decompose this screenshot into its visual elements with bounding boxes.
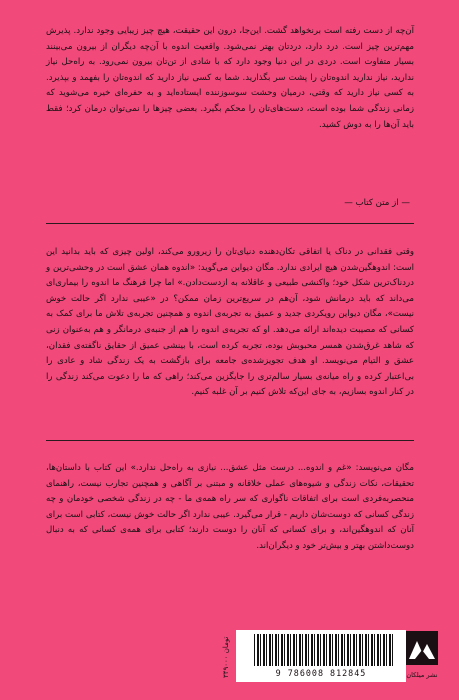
publisher-logo — [406, 631, 438, 685]
divider-line — [46, 440, 414, 441]
excerpt-paragraph: آن‌چه از دست رفته است برنخواهد گشت. این‌جا، درون این حقیقت، هیچ چیز زیبایی وجود ندارد. پذیرش مهم‌ترین چیز است. درد دارد، دردتان بهتر نمی‌شود. واقعیت اندوه با آن‌چه دیگران از بیرون می‌بینند بسیار متفاوت است. دردی در این دنیا وجود دارد که با شادی از تن‌تان بیرون نمی‌رود. به راه‌حل نیاز ندارید، نیاز ندارید اندوه‌تان را پشت سر بگذارید. شما به کسی نیاز دارید که اندوه‌تان را بفهمد و بپذیرد. به کسی نیاز دارید که وقتی، درمیان وحشت سوسوزننده ایستاده‌اید و به حفره‌ای خیره می‌شوید که زمانی زندگی شما بوده است، دست‌های‌تان را محکم بگیرد. بعضی چیزها را نمی‌توان درمان کرد؛ فقط باید آن‌ها را به دوش کشید. — [46, 26, 414, 130]
barcode — [236, 630, 406, 682]
summary-paragraph: مگان می‌نویسد: «غم و اندوه... درست مثل عشق... نیازی به راه‌حل ندارد.» این کتاب با داستان‌ها، تحقیقات، نکات زندگی و شیوه‌های عملی خلاقانه و مبتنی بر آگاهی و همچنین تجارب نیست، راهنمای منحصربه‌فردی است برای اتفاقات ناگواری که سر راه همه‌ی ما - چه در زندگی شخصی خودمان و چه زندگی کسانی که دوست‌شان داریم - قرار می‌گیرد. عیبی ندارد اگر حالت خوش نیست، کتابی است برای آنان که اندوهگین‌اند، و برای کسانی که آنان را دوست دارند؛ کتابی برای همه‌ی کسانی که به دنبال دوست‌داشتن بهتر و بیش‌تر خود و دیگران‌اند. — [46, 463, 414, 551]
mountains-icon — [406, 631, 438, 665]
divider-line — [46, 223, 414, 224]
barcode-bars — [254, 634, 394, 666]
isbn-number: 9 786008 812845 — [275, 668, 367, 678]
excerpt-source: — از متن کتاب — — [344, 198, 410, 208]
price-label: ۳۴۹۰۰۰ تومان — [222, 636, 230, 678]
description-paragraph: وقتی فقدانی در دناک یا اتفاقی تکان‌دهنده دنیای‌تان را زیرورو می‌کند، اولین چیزی که باید بدانید این است: اندوهگین‌شدن هیچ ایرادی ندارد. مگان دیواین می‌گوید: «اندوه همان عشق است در وحشی‌ترین و دردناک‌ترین شکل خود؛ واکنشی طبیعی و عاقلانه به ازدست‌دادن.» اما چرا فرهنگ ما اندوه را بیماری‌ای می‌داند که باید درمانش شود، آن‌هم در سریع‌ترین زمان ممکن؟ در «عیبی ندارد اگر حالت خوش نیست»، مگان دیواین رویکردی جدید و عمیق به تجربه‌ی اندوه و همچنین تجربه‌ی تلاش ما برای کمک به کسانی که مصیبت دیده‌اند ارائه می‌دهد. او که تجربه‌ی اندوه را هم از جنبه‌ی درمانگر و هم به‌عنوان زنی که شاهد غرق‌شدن همسر محبوبش بوده، تجربه کرده است، با بینشی عمیق از حقایق ناگفته‌ی فقدان، عشق و التیام می‌نویسد. او هدف تجویزشده‌ی جامعه برای بازگشت به یک زندگی شاد و عادی را بی‌اعتبار کرده و راه میانه‌ی بسیار سالم‌تری را جایگزین می‌کند؛ راهی که ما را دعوت می‌کند زندگی را در کنار اندوه بسازیم، به جای این‌که تلاش کنیم بر آن غلبه کنیم. — [46, 247, 414, 398]
publisher-name: نشر میلکان — [406, 671, 438, 679]
